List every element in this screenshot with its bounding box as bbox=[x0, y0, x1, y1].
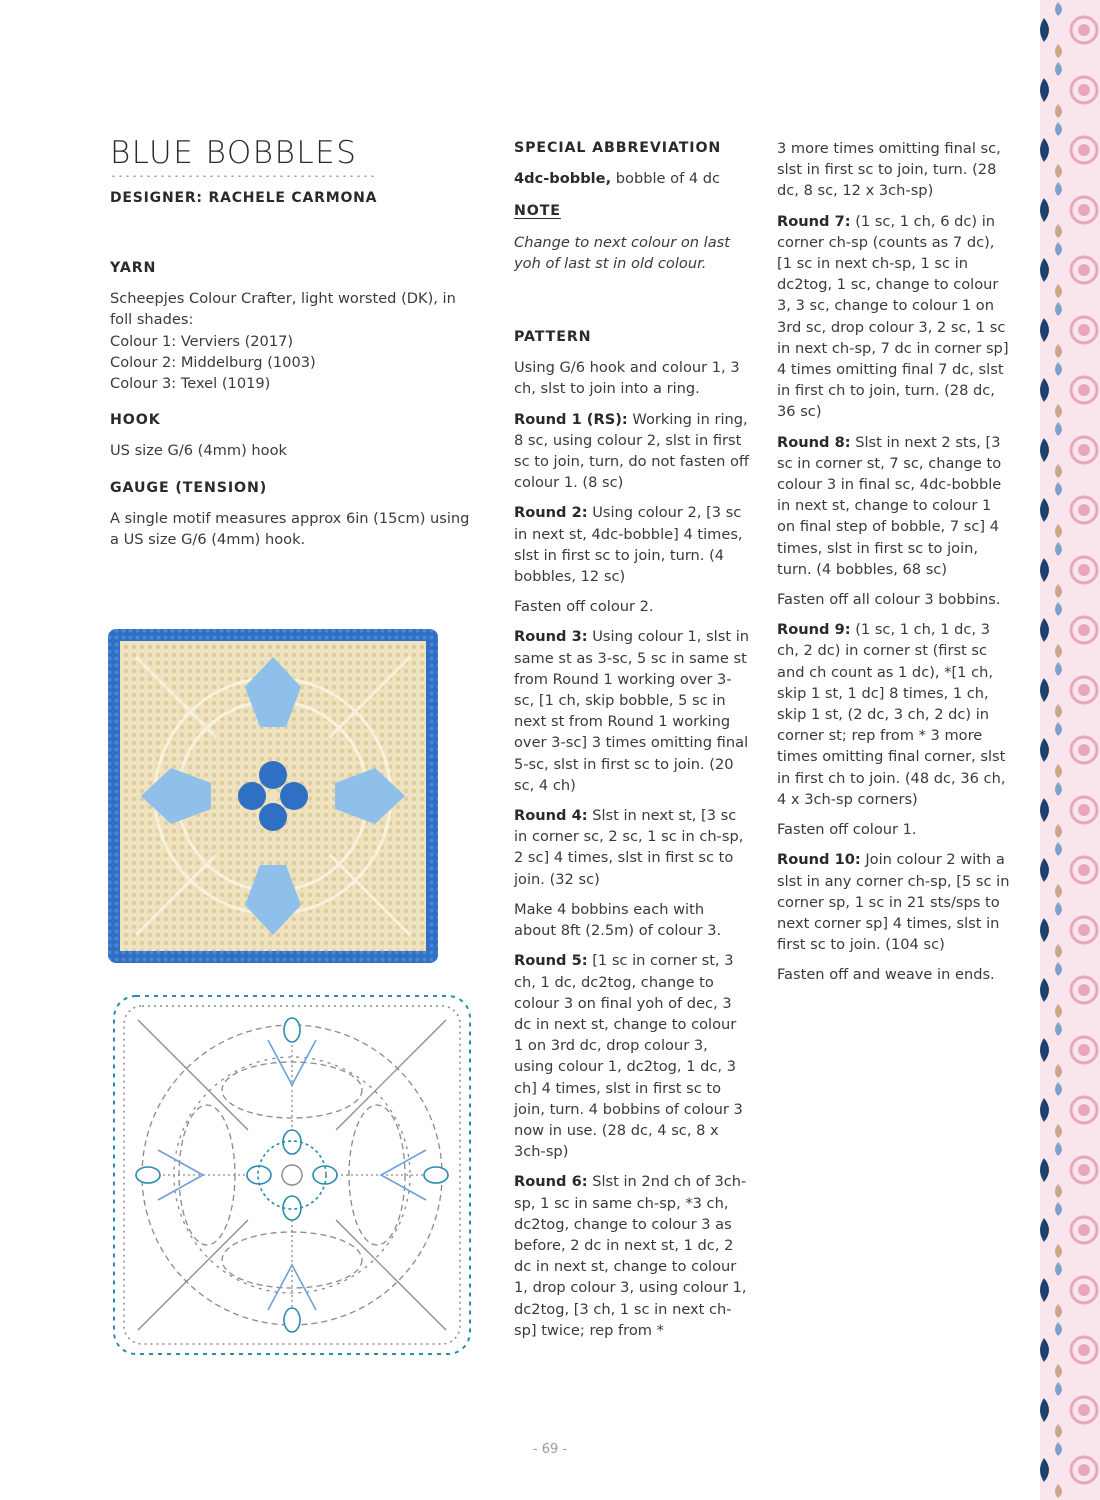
pattern-round bbox=[777, 432, 1013, 580]
round-text: Slst in next st, [3 sc in corner sc, 2 sc, 1 sc in ch-sp, 2 sc] 4 times, slst in first sc to join. (32 sc) bbox=[514, 807, 744, 888]
pattern-round bbox=[777, 619, 1013, 810]
yarn-heading: YARN bbox=[110, 260, 157, 276]
round-text: Fasten off all colour 3 bobbins. bbox=[777, 591, 1001, 609]
special-abbreviation-heading: SPECIAL ABBREVIATION bbox=[514, 140, 722, 156]
round-label: Round 7: bbox=[777, 212, 851, 230]
title-dotted-rule bbox=[110, 175, 376, 177]
round-label: Round 1 (RS): bbox=[514, 410, 628, 428]
crochet-chart-diagram bbox=[108, 990, 476, 1360]
hook-heading: HOOK bbox=[110, 412, 161, 429]
round-text: Fasten off colour 2. bbox=[514, 598, 654, 616]
pattern-intro: Using G/6 hook and colour 1, 3 ch, slst to join into a ring. bbox=[514, 359, 740, 398]
page-title: BLUE BOBBLES bbox=[110, 135, 358, 171]
pattern-instruction bbox=[514, 596, 750, 617]
pattern-round bbox=[514, 409, 750, 494]
gauge-text: A single motif measures approx 6in (15cm) using a US size G/6 (4mm) hook. bbox=[110, 509, 470, 549]
round-text: Fasten off and weave in ends. bbox=[777, 966, 995, 984]
round-text: Using colour 1, slst in same st as 3-sc, 5 sc in same st from Round 1 working over 3-sc, [1 ch, skip bobble, 5 sc in next st from Round 1 working over 3-sc] 3 times omitting final 5-sc, slst in first sc to join. (20 sc, 4 ch) bbox=[514, 628, 750, 794]
round-text: Slst in next 2 sts, [3 sc in corner st, 7 sc, change to colour 3 in final sc, 4dc-bobble in next st, change to colour 1 on final step of bobble, 7 sc] 4 times, slst in first sc to join, turn. (4 bobbles, 68 sc) bbox=[777, 433, 1002, 578]
pattern-round bbox=[514, 502, 750, 587]
round-label: Round 5: bbox=[514, 952, 588, 970]
special-abbreviation bbox=[514, 168, 750, 189]
decorative-border-strip bbox=[1040, 0, 1100, 1500]
round-label: Round 6: bbox=[514, 1173, 588, 1191]
pattern-rounds-list bbox=[777, 138, 1013, 986]
yarn-colour-1: Colour 1: Verviers (2017) bbox=[110, 332, 294, 350]
pattern-column-1 bbox=[514, 138, 750, 1350]
round-text: Using colour 2, [3 sc in next st, 4dc-bobble] 4 times, slst in first sc to join, turn. (4 bobbles, 12 sc) bbox=[514, 504, 743, 586]
yarn-colour-3: Colour 3: Texel (1019) bbox=[110, 375, 271, 393]
hook-text: US size G/6 (4mm) hook bbox=[110, 442, 287, 460]
round-label: Round 2: bbox=[514, 504, 588, 522]
pattern-round bbox=[777, 849, 1013, 955]
round-label: Round 9: bbox=[777, 621, 851, 639]
abbreviation-definition: bobble of 4 dc bbox=[611, 170, 721, 188]
pattern-round bbox=[514, 626, 750, 796]
materials-column bbox=[110, 258, 470, 559]
pattern-instruction bbox=[777, 589, 1013, 610]
pattern-round bbox=[514, 805, 750, 890]
yarn-description bbox=[110, 288, 470, 394]
round-text: (1 sc, 1 ch, 6 dc) in corner ch-sp (counts as 7 dc), [1 sc in next ch-sp, 1 sc in dc2tog, 1 sc, change to colour 3, 3 sc, change to colour 1 on 3rd sc, drop colour 3, 2 sc, 1 sc in next ch-sp, 7 dc in corner sp] 4 times omitting final 7 dc, slst in first ch to join, turn. (28 dc, 36 sc) bbox=[777, 212, 1009, 421]
pattern-instruction bbox=[777, 819, 1013, 840]
abbreviation-term: 4dc-bobble, bbox=[514, 170, 612, 188]
round-text: [1 sc in corner st, 3 ch, 1 dc, dc2tog, change to colour 3 on final yoh of dec, 3 dc in next st, change to colour 1 on 3rd dc, drop colour 3, using colour 1, dc2tog, 1 dc, 3 ch] 4 times, slst in first sc to join, turn. 4 bobbins of colour 3 now in use. (28 dc, 4 sc, 8 x 3ch-sp) bbox=[514, 952, 743, 1161]
gauge-heading: GAUGE (TENSION) bbox=[110, 479, 268, 496]
note-heading: NOTE bbox=[514, 203, 561, 220]
round-text: 3 more times omitting final sc, slst in first sc to join, turn. (28 dc, 8 sc, 12 x 3ch-sp) bbox=[777, 140, 1001, 200]
round-label: Round 4: bbox=[514, 807, 588, 825]
yarn-text: Scheepjes Colour Crafter, light worsted (DK), in foll shades: bbox=[110, 290, 456, 329]
pattern-instruction bbox=[777, 138, 1013, 202]
pattern-instruction bbox=[514, 899, 750, 941]
round-text: Working in ring, 8 sc, using colour 2, slst in first sc to join, turn, do not fasten off colour 1. (8 sc) bbox=[514, 410, 749, 492]
pattern-rounds-list bbox=[514, 409, 750, 1341]
round-text: Join colour 2 with a slst in any corner ch-sp, [5 sc in corner sp, 1 sc in 21 sts/sps to next corner sp] 4 times, slst in first sc to join. (104 sc) bbox=[777, 851, 1010, 954]
pattern-round bbox=[514, 1171, 750, 1341]
pattern-round bbox=[777, 211, 1013, 423]
yarn-colour-2: Colour 2: Middelburg (1003) bbox=[110, 353, 316, 371]
designer-credit: DESIGNER: RACHELE CARMONA bbox=[110, 190, 378, 206]
round-text: Make 4 bobbins each with about 8ft (2.5m) of colour 3. bbox=[514, 900, 722, 940]
round-text: Slst in 2nd ch of 3ch-sp, 1 sc in same ch-sp, *3 ch, dc2tog, change to colour 3 as before, 2 dc in next st, 1 dc, 2 dc in next st, change to colour 1, drop colour 3, using colour 1, dc2tog, [3 ch, 1 sc in next ch-sp] twice; rep from * bbox=[514, 1173, 747, 1339]
page-number: - 69 - bbox=[532, 1442, 568, 1457]
pattern-instruction bbox=[777, 964, 1013, 985]
pattern-round bbox=[514, 950, 750, 1162]
round-text: (1 sc, 1 ch, 1 dc, 3 ch, 2 dc) in corner st (first sc and ch count as 1 dc), *[1 ch, skip 1 st, 1 dc] 8 times, 1 ch, skip 1 st, (2 dc, 3 ch, 2 dc) in corner st; rep from * 3 more times omitting final corner, slst in first ch to join. (48 dc, 36 ch, 4 x 3ch-sp corners) bbox=[777, 621, 1006, 808]
round-label: Round 3: bbox=[514, 628, 588, 646]
note-text: Change to next colour on last yoh of last st in old colour. bbox=[514, 233, 730, 272]
pattern-column-2 bbox=[777, 138, 1013, 995]
round-text: Fasten off colour 1. bbox=[777, 821, 917, 839]
round-label: Round 10: bbox=[777, 851, 861, 869]
round-label: Round 8: bbox=[777, 433, 851, 451]
crochet-square-photo bbox=[106, 627, 440, 965]
pattern-heading: PATTERN bbox=[514, 329, 592, 346]
